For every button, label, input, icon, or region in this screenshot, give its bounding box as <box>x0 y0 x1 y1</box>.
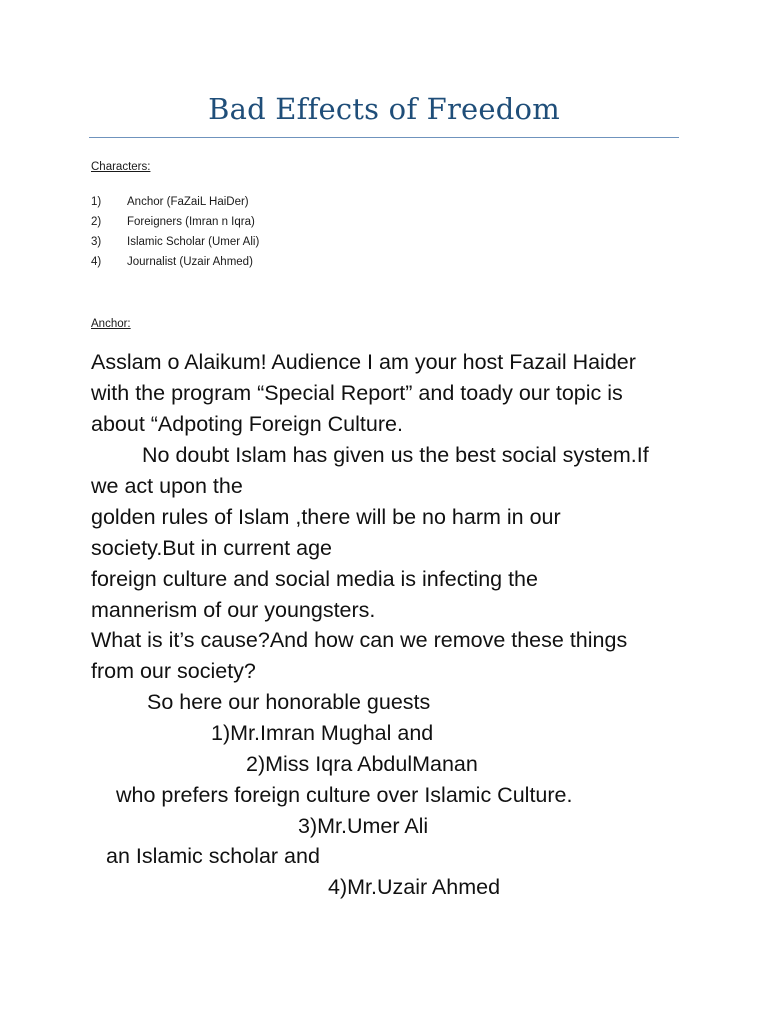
speech-line: mannerism of our youngsters. <box>91 598 376 622</box>
speech-line: No doubt Islam has given us the best social system.If <box>142 443 649 467</box>
list-text: Anchor (FaZaiL HaiDer) <box>127 196 249 208</box>
speech-line: golden rules of Islam ,there will be no harm in our <box>91 505 561 529</box>
list-text: Journalist (Uzair Ahmed) <box>127 256 253 268</box>
speech-line: society.But in current age <box>91 536 333 560</box>
characters-list <box>91 192 259 272</box>
speech-line: Asslam o Alaikum! Audience I am your host Fazail Haider <box>91 350 636 374</box>
speech-line: foreign culture and social media is infecting the <box>91 567 538 591</box>
list-item <box>91 192 259 212</box>
list-number: 2) <box>91 216 102 228</box>
list-item <box>91 212 259 232</box>
guest-line: 1)Mr.Imran Mughal and <box>211 721 434 745</box>
speech-line: who prefers foreign culture over Islamic Culture. <box>116 783 573 807</box>
guest-line: 2)Miss Iqra AbdulManan <box>246 752 478 776</box>
list-item <box>91 252 259 272</box>
list-number: 4) <box>91 256 102 268</box>
list-text: Islamic Scholar (Umer Ali) <box>127 236 260 248</box>
list-item <box>91 232 259 252</box>
characters-heading: Characters: <box>91 161 151 173</box>
speech-line: about “Adpoting Foreign Culture. <box>91 412 403 436</box>
speech-line: So here our honorable guests <box>147 690 431 714</box>
anchor-heading: Anchor: <box>91 318 131 330</box>
speech-line: from our society? <box>91 659 256 683</box>
speech-line: What is it’s cause?And how can we remove these things <box>91 628 628 652</box>
guest-line: 4)Mr.Uzair Ahmed <box>328 875 501 899</box>
list-text: Foreigners (Imran n Iqra) <box>127 216 255 228</box>
document-title: Bad Effects of Freedom <box>208 92 560 126</box>
list-number: 3) <box>91 236 102 248</box>
title-divider <box>89 137 679 138</box>
list-number: 1) <box>91 196 102 208</box>
speech-line: with the program “Special Report” and toady our topic is <box>91 381 623 405</box>
speech-line: an Islamic scholar and <box>106 844 320 868</box>
guest-line: 3)Mr.Umer Ali <box>298 814 429 838</box>
speech-line: we act upon the <box>91 474 243 498</box>
